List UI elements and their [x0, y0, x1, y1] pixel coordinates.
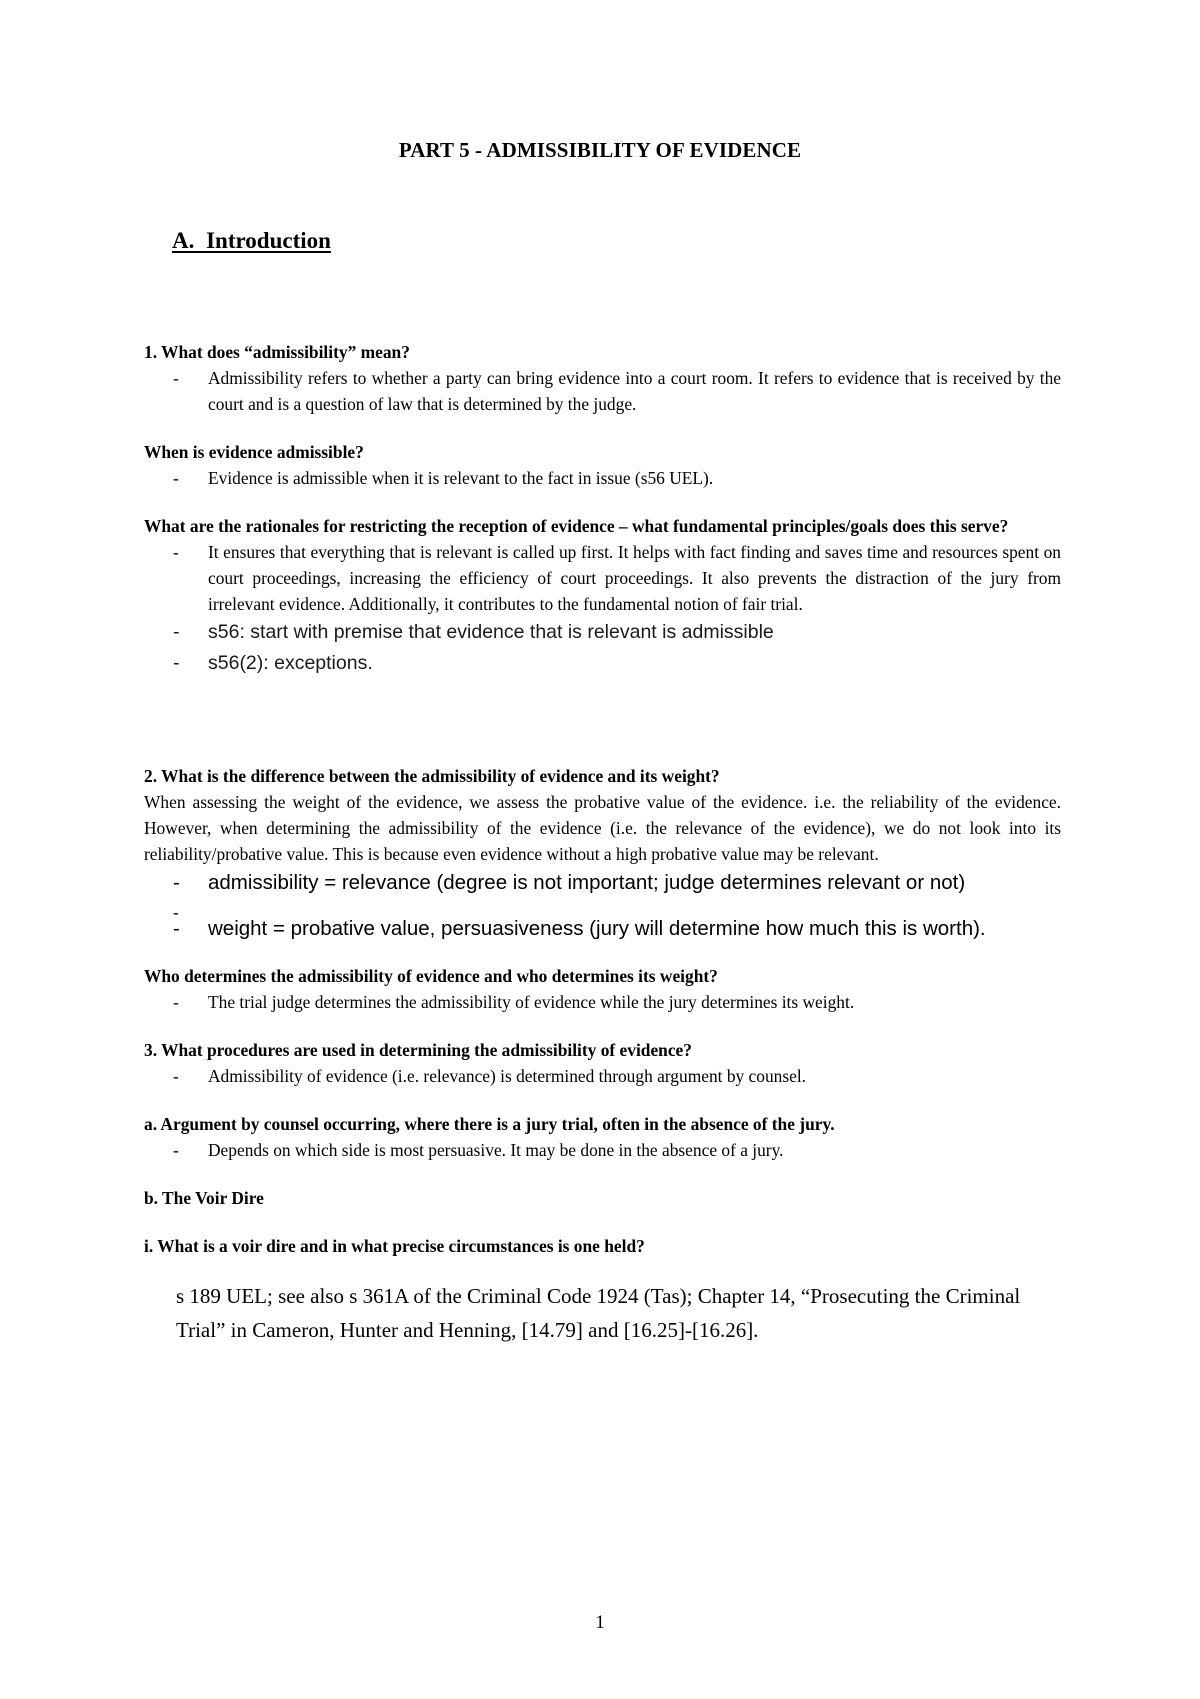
answer-point: - s56(2): exceptions.	[144, 648, 1061, 679]
subheading-voir-dire: b. The Voir Dire	[144, 1188, 264, 1208]
answer-point: - It ensures that everything that is relevant is called up first. It helps with fact finding and saves time and resources spent on court proceedings, increasing the efficiency of court proceedings. It also prevents the distraction of the jury from irrelevant evidence. Additionally, it contributes to the fundamental notion of fair trial.	[144, 539, 1061, 617]
answer-list	[144, 465, 1061, 491]
subheading-argument-by-counsel: a. Argument by counsel occurring, where there is a jury trial, often in the absence of the jury.	[144, 1114, 835, 1134]
question-admissibility-meaning: 1. What does “admissibility” mean?	[144, 342, 410, 362]
answer-paragraph: When assessing the weight of the evidence, we assess the probative value of the evidence. i.e. the reliability of the evidence. However, when determining the admissibility of the evidence (i.e. the relevance of the evidence), we do not look into its reliability/probative value. This is because even evidence without a high probative value may be relevant.	[144, 792, 1061, 864]
answer-list	[144, 539, 1061, 679]
page-number: 1	[595, 1612, 605, 1633]
question-procedures: 3. What procedures are used in determining the admissibility of evidence?	[144, 1040, 692, 1060]
question-admissibility-vs-weight: 2. What is the difference between the admissibility of evidence and its weight?	[144, 766, 720, 786]
answer-point: - Depends on which side is most persuasive. It may be done in the absence of a jury.	[144, 1137, 1061, 1163]
answer-point: - Admissibility refers to whether a party can bring evidence into a court room. It refers to evidence that is received by the court and is a question of law that is determined by the judge.	[144, 365, 1061, 417]
question-who-determines: Who determines the admissibility of evidence and who determines its weight?	[144, 966, 718, 986]
answer-point: - Evidence is admissible when it is relevant to the fact in issue (s56 UEL).	[144, 465, 1061, 491]
question-rationales: What are the rationales for restricting the reception of evidence – what fundamental principles/goals does this serve?	[144, 516, 1009, 536]
document-title: PART 5 - ADMISSIBILITY OF EVIDENCE	[398, 138, 802, 162]
answer-list	[144, 989, 1061, 1015]
reference-text: s 189 UEL; see also s 361A of the Criminal Code 1924 (Tas); Chapter 14, “Prosecuting the Criminal Trial” in Cameron, Hunter and Henning, [14.79] and [16.25]-[16.26].	[176, 1284, 1021, 1342]
answer-list	[144, 1063, 1061, 1089]
document-body	[144, 339, 1061, 1347]
answer-point: - weight = probative value, persuasiveness (jury will determine how much this is worth).	[144, 913, 1061, 945]
answer-list	[144, 365, 1061, 417]
question-when-admissible: When is evidence admissible?	[144, 442, 364, 462]
answer-list	[144, 1137, 1061, 1163]
section-heading: A. Introduction	[172, 228, 331, 253]
answer-point: - admissibility = relevance (degree is not important; judge determines relevant or not)	[144, 867, 1061, 899]
question-voir-dire: i. What is a voir dire and in what precise circumstances is one held?	[144, 1236, 645, 1256]
answer-point: - Admissibility of evidence (i.e. relevance) is determined through argument by counsel.	[144, 1063, 1061, 1089]
answer-list	[144, 867, 1061, 945]
answer-point: - s56: start with premise that evidence that is relevant is admissible	[144, 617, 1061, 648]
answer-point: - The trial judge determines the admissibility of evidence while the jury determines its weight.	[144, 989, 1061, 1015]
